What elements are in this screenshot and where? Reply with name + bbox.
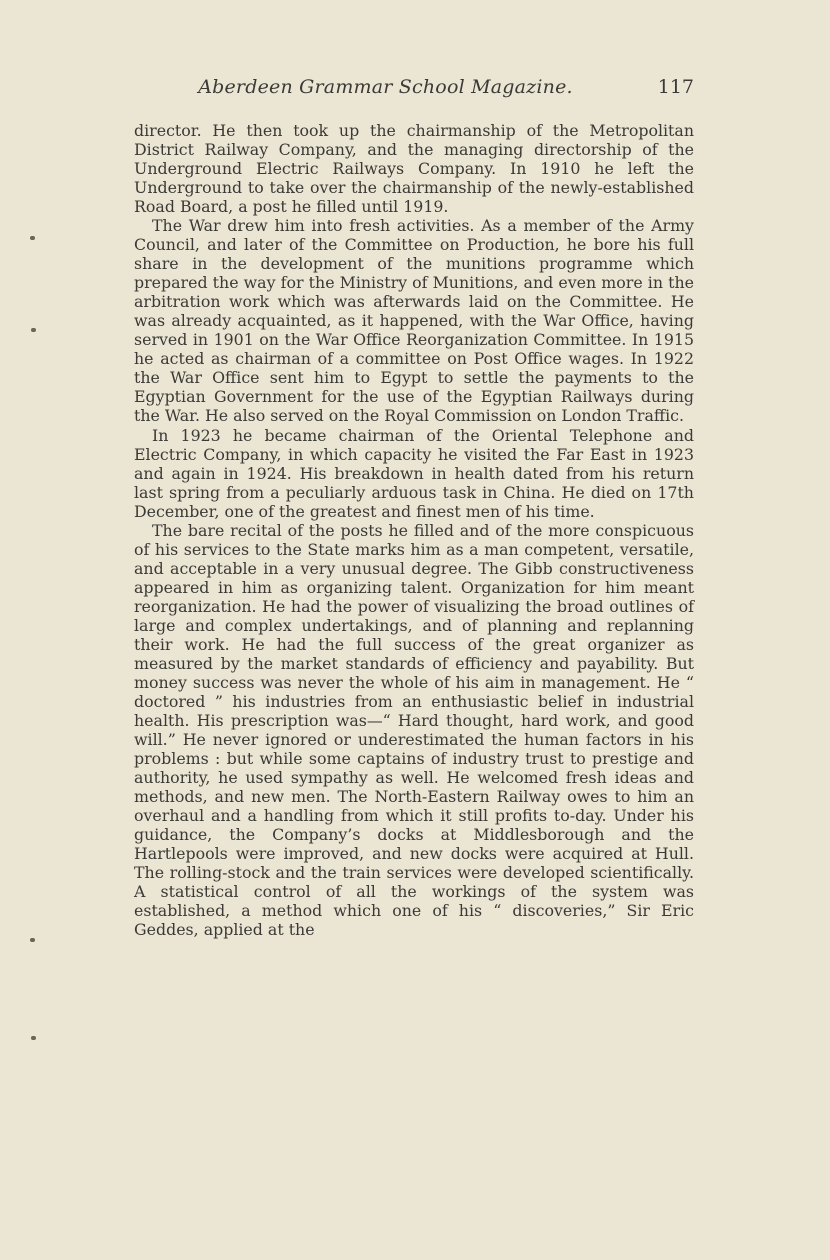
margin-speck xyxy=(30,938,35,942)
paragraph: The bare recital of the posts he filled and of the more conspicuous of his services to the State marks him as a man competent, versatile, and acceptable in a very unusual degree. The Gibb constructiveness appeared in him as organizing talent. Organization for him meant reorganization. He had the power of visualizing the broad outlines of large and complex undertakings, and of planning and replanning their work. He had the full success of the great organizer as measured by the market standards of efficiency and payability. But money success was never the whole of his aim in management. He “ doctored ” his industries from an enthusiastic belief in industrial health. His prescription was—“ Hard thought, hard work, and good will.” He never ignored or underestimated the human factors in his problems : but while some captains of industry trust to prestige and authority, he used sympathy as well. He welcomed fresh ideas and methods, and new men. The North-Eastern Railway owes to him an overhaul and a handling from which it still profits to-day. Under his guidance, the Company’s docks at Middlesborough and the Hartlepools were improved, and new docks were acquired at Hull. The rolling-stock and the train services were developed scientifically. A statistical control of all the workings of the system was established, a method which one of his “ discoveries,” Sir Eric Geddes, applied at the xyxy=(134,520,694,940)
paragraph: director. He then took up the chairmanship of the Metropolitan District Railway Company, and the managing directorship of the Underground Electric Railways Company. In 1910 he left the Underground to take over the chairmanship of the newly-established Road Board, a post he filled until 1919. xyxy=(134,121,694,217)
page-number: 117 xyxy=(657,76,694,98)
page-header xyxy=(135,76,694,106)
margin-speck xyxy=(31,328,36,332)
paragraph: The War drew him into fresh activities. As a member of the Army Council, and later of the Committee on Production, he bore his full share in the development of the munitions programme which prepared the way for the Ministry of Munitions, and even more in the arbitration work which was afterwards laid on the Committee. He was already acquainted, as it happened, with the War Office, having served in 1901 on the War Office Reorganization Committee. In 1915 he acted as chairman of a committee on Post Office wages. In 1922 the War Office sent him to Egypt to settle the payments to the Egyptian Government for the use of the Egyptian Railways during the War. He also served on the Royal Commission on London Traffic. xyxy=(134,216,694,426)
running-title: Aberdeen Grammar School Magazine. xyxy=(198,76,573,98)
margin-speck xyxy=(30,236,35,240)
margin-speck xyxy=(31,1036,36,1040)
body-text xyxy=(134,121,694,939)
paragraph: In 1923 he became chairman of the Oriental Telephone and Electric Company, in which capacity he visited the Far East in 1923 and again in 1924. His breakdown in health dated from his return last spring from a peculiarly arduous task in China. He died on 17th December, one of the greatest and finest men of his time. xyxy=(134,425,694,521)
